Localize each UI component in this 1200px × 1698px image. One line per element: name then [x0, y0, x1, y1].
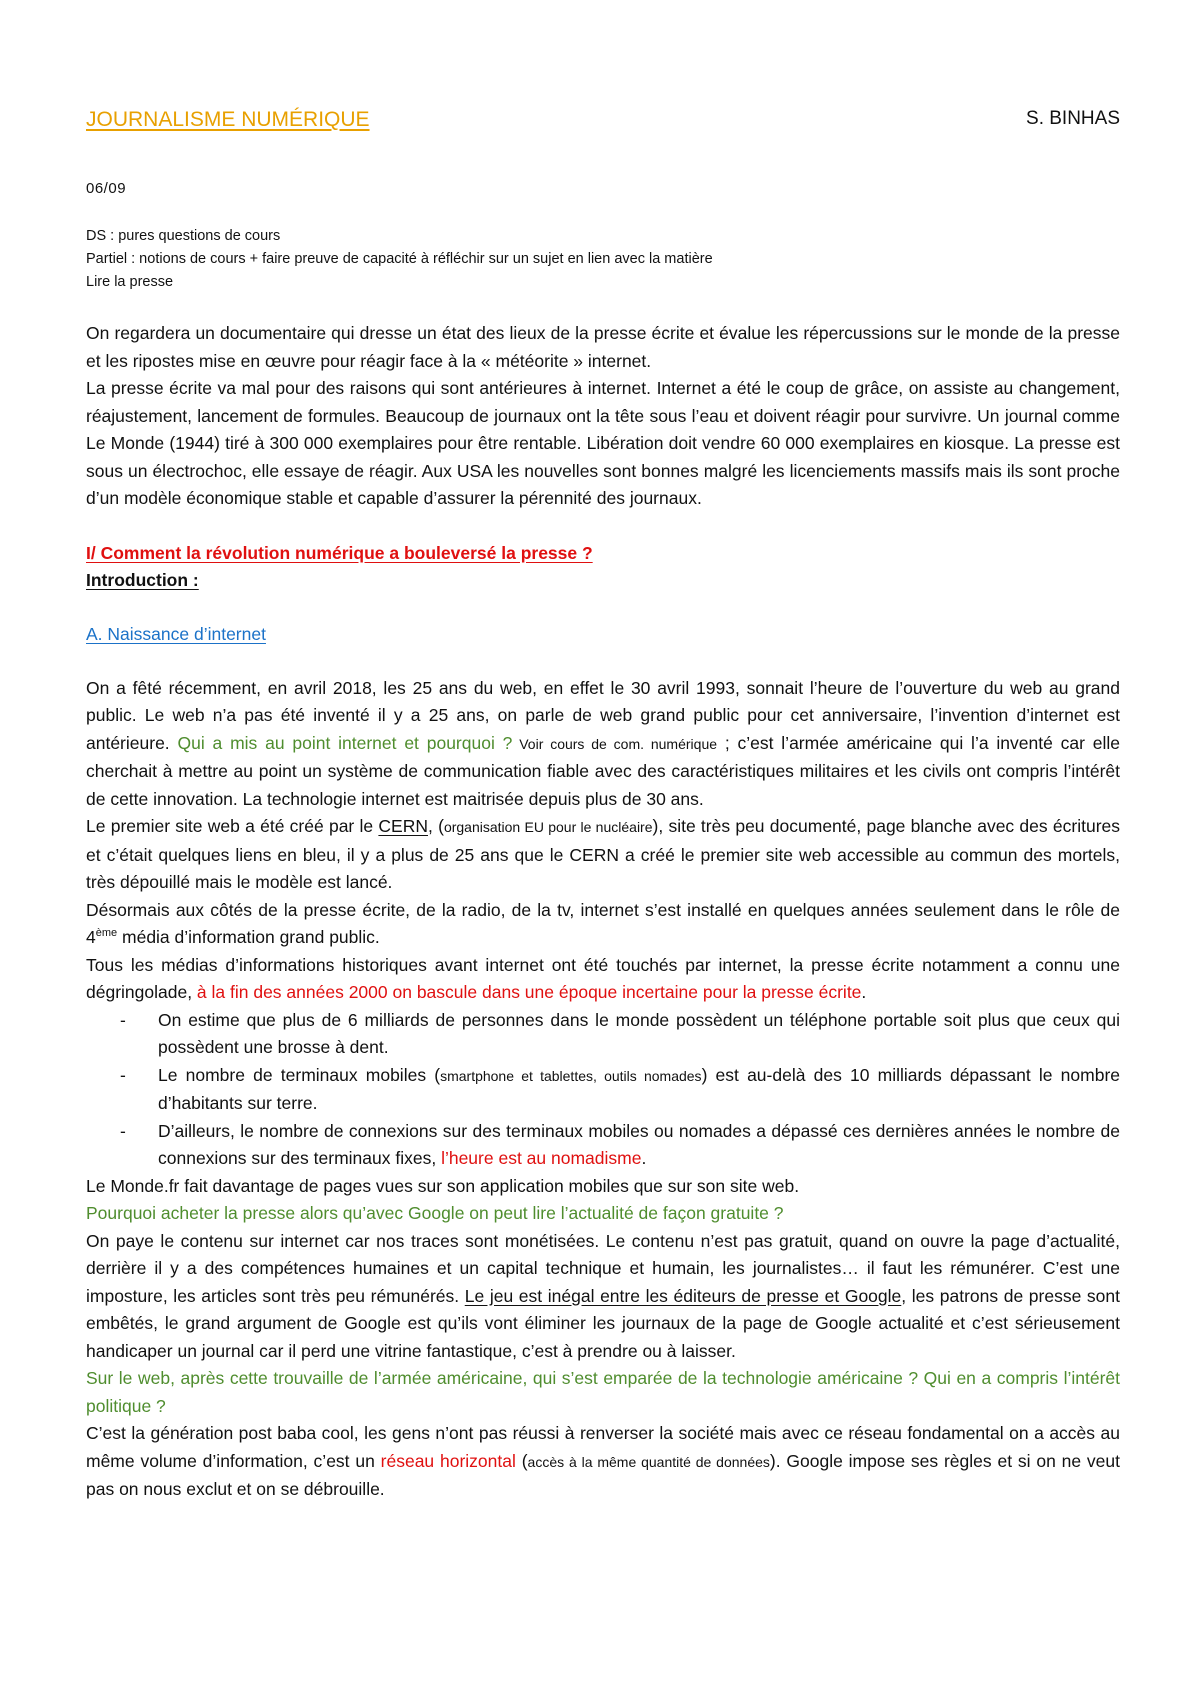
subsection-title: A. Naissance d’internet: [86, 623, 266, 644]
statistics-list: [86, 1007, 1120, 1173]
highlight-nomadism: l’heure est au nomadisme: [441, 1148, 642, 1168]
highlight-horizontal-network: réseau horizontal: [380, 1450, 516, 1471]
paragraph-web-anniversary: On a fêté récemment, en avril 2018, les 25 ans du web, en effet le 30 avril 1993, sonnait l’heure de l’ouverture du web au grand public. Le web n’a pas été inventé il y a 25 ans, on parle de web grand public pour cet anniversaire, l’invention d’internet est antérieure. Qui a mis au point internet et pourquoi ? Voir cours de com. numérique ; c’est l’armée américaine qui l’a inventé car elle cherchait à mettre au point un système de communication fiable avec des caractéristiques militaires et les civils ont compris l’intérêt de cette innovation. La technologie internet est maitrisée depuis plus de 30 ans.: [86, 677, 1120, 809]
intro-paragraph: La presse écrite va mal pour des raisons qui sont antérieures à internet. Internet a été le coup de grâce, on assiste au changement, réajustement, lancement de formules. Beaucoup de journaux ont la tête sous l’eau et doivent réagir pour survivre. Un journal comme Le Monde (1944) tiré à 300 000 exemplaires pour être rentable. Libération doit vendre 60 000 exemplaires en kiosque. La presse est sous un électrochoc, elle essaye de réagir. Aux USA les nouvelles sont bonnes malgré les licenciements massifs mais ils sont proche d’un modèle économique stable et capable d’assurer la pérennité des journaux.: [86, 378, 1120, 508]
bullet-dash: -: [120, 1120, 126, 1141]
intro-text: [86, 320, 1120, 513]
document-title: JOURNALISME NUMÉRIQUE: [86, 108, 370, 131]
author-name: S. BINHAS: [1026, 108, 1120, 129]
question-why-buy-press: Pourquoi acheter la presse alors qu’avec Google on peut lire l’actualité de façon gratuite ?: [86, 1203, 784, 1223]
highlight-uncertain-era: à la fin des années 2000 on bascule dans une époque incertaine pour la presse écrite: [196, 982, 862, 1002]
course-reference: Voir cours de com. numérique: [512, 735, 718, 752]
note-partiel: Partiel : notions de cours + faire preuve de capacité à réfléchir sur un sujet en lien avec la matière: [86, 251, 713, 267]
paragraph-first-website: Le premier site web a été créé par le CERN, (organisation EU pour le nucléaire), site très peu documenté, page blanche avec des écritures et c’était quelques liens en bleu, il y a plus de 25 ans que le CERN a créé le premier site web accessible au commun des mortels, très dépouillé mais le modèle est lancé.: [86, 816, 1121, 892]
section-body: [86, 675, 1120, 1504]
course-notes: [86, 225, 1120, 294]
document-header: [86, 108, 1120, 140]
cern-term: CERN: [378, 816, 428, 836]
paragraph-fourth-media: Désormais aux côtés de la presse écrite, de la radio, de la tv, internet s’est installé en quelques années seulement dans le rôle de 4ème média d’information grand public.: [86, 899, 1120, 947]
intro-paragraph: On regardera un documentaire qui dresse un état des lieux de la presse écrite et évalue les répercussions sur le monde de la presse et les ripostes mise en œuvre pour réagir face à la « météorite » internet.: [86, 323, 1120, 371]
paragraph-content-paid: On paye le contenu sur internet car nos traces sont monétisées. Le contenu n’est pas gratuit, quand on ouvre la page d’actualité, derrière il y a des compétences humaines et un capital technique et humain, les journalistes… il faut les rémunérer. C’est une imposture, les articles sont très peu rémunérés. Le jeu est inégal entre les éditeurs de presse et Google, les patrons de presse sont embêtés, le grand argument de Google est qu’ils vont éliminer les journaux de la page de Google actualité et c’est sérieusement handicaper un journal car il perd une vitrine fantastique, c’est à prendre ou à laisser.: [86, 1230, 1121, 1361]
question-who-seized-web: Sur le web, après cette trouvaille de l’armée américaine, qui s’est emparée de la technologie américaine ? Qui en a compris l’intérêt politique ?: [86, 1368, 1120, 1416]
cern-definition: organisation EU pour le nucléaire: [443, 819, 653, 835]
course-date: 06/09: [86, 180, 127, 197]
note-ds: DS : pures questions de cours: [86, 228, 281, 244]
note-reading: Lire la presse: [86, 274, 174, 290]
list-item: - On estime que plus de 6 milliards de personnes dans le monde possèdent un téléphone portable soit plus que ceux qui possèdent une brosse à dent.: [86, 1007, 1120, 1062]
introduction-heading: Introduction :: [86, 569, 199, 590]
list-item: - Le nombre de terminaux mobiles (smartphone et tablettes, outils nomades) est au-delà des 10 milliards dépassant le nombre d’habitants sur terre.: [86, 1062, 1120, 1118]
underlined-unequal-game: Le jeu est inégal entre les éditeurs de presse et Google: [464, 1285, 902, 1306]
document-page: [86, 108, 1120, 1504]
superscript-eme: ème: [95, 927, 118, 940]
section-title: I/ Comment la révolution numérique a bouleversé la presse ?: [86, 542, 593, 563]
paragraph-lemonde-app: Le Monde.fr fait davantage de pages vues sur son application mobiles que sur son site web.: [86, 1175, 800, 1196]
bullet-dash: -: [120, 1009, 126, 1030]
list-item: - D’ailleurs, le nombre de connexions sur des terminaux mobiles ou nomades a dépassé ces dernières années le nombre de connexions sur des terminaux fixes, l’heure est au nomadisme.: [86, 1118, 1120, 1173]
question-internet-origin: Qui a mis au point internet et pourquoi ?: [177, 732, 513, 753]
paragraph-press-decline: Tous les médias d’informations historiques avant internet ont été touchés par internet, la presse écrite notamment a connu une dégringolade, à la fin des années 2000 on bascule dans une époque incertaine pour la presse écrite.: [86, 954, 1120, 1002]
bullet-dash: -: [120, 1064, 126, 1085]
paragraph-horizontal-network: C’est la génération post baba cool, les gens n’ont pas réussi à renverser la société mais avec ce réseau fondamental on a accès au même volume d’information, c’est un réseau horizontal (accès à la même quantité de données). Google impose ses règles et si on ne veut pas on nous exclut et on se débrouille.: [86, 1423, 1120, 1499]
